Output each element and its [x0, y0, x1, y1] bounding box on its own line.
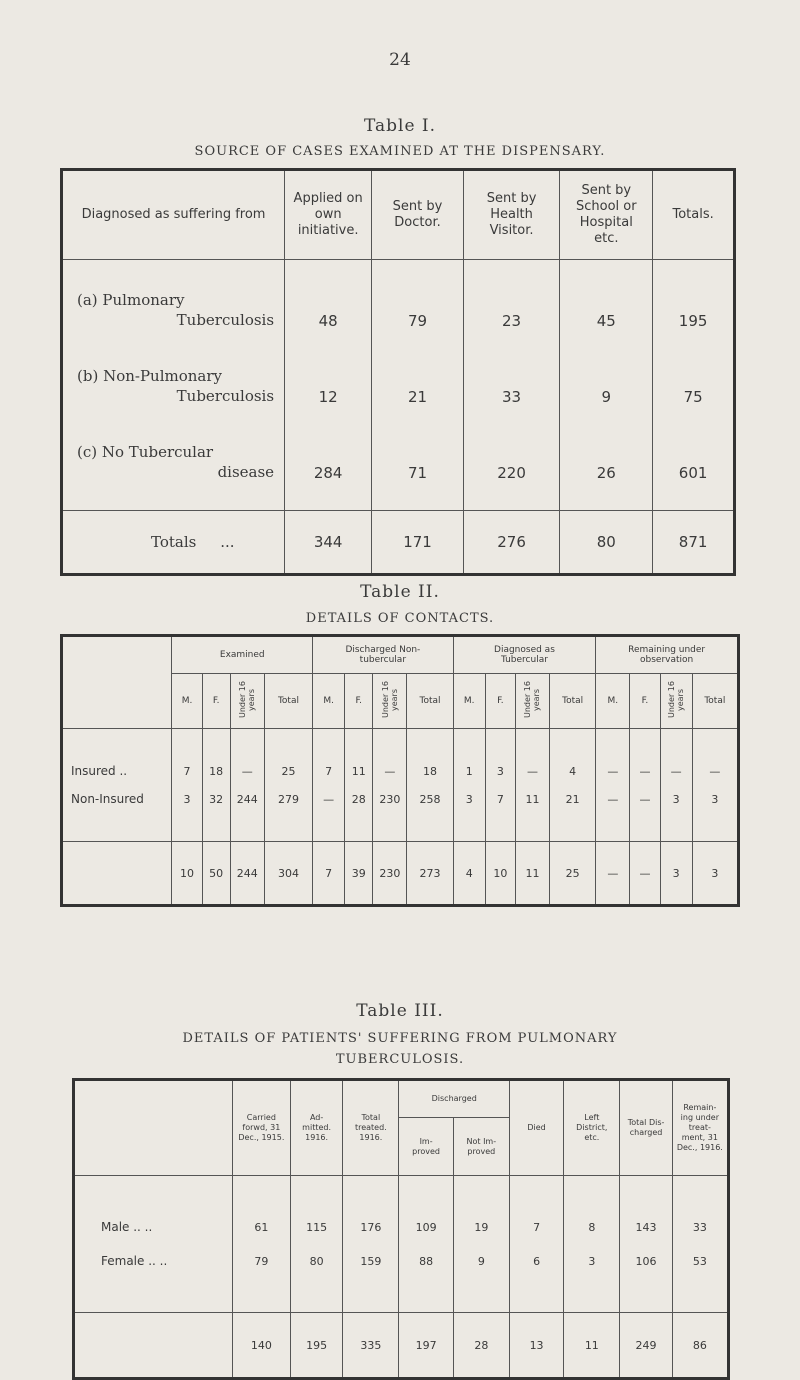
t2-sub-total: Total: [550, 674, 596, 729]
totals-label: Totals: [151, 533, 197, 551]
t2-sub-total: Total: [264, 674, 312, 729]
table-cell: 28: [453, 1313, 509, 1379]
table-row: [62, 406, 735, 482]
table-cell: 8: [564, 1210, 620, 1244]
table2-caption: Table II.: [360, 582, 440, 602]
table3: [72, 1078, 730, 1380]
row-label: (b) Non-Pulmonary: [77, 367, 223, 385]
table-cell: 143: [620, 1210, 672, 1244]
table-cell: 11: [564, 1313, 620, 1379]
t2-group-discharged: Discharged Non-tubercular: [313, 636, 454, 674]
table-cell: —: [596, 757, 630, 785]
table-cell: 7: [485, 785, 515, 813]
table-cell: 11: [515, 785, 549, 813]
table-cell: 4: [550, 757, 596, 785]
t2-sub-under16: Under 16 years: [515, 674, 549, 729]
table-cell: 3: [692, 785, 738, 813]
t1-header-health-visitor: Sent by Health Visitor.: [463, 170, 560, 260]
table1-title: SOURCE OF CASES EXAMINED AT THE DISPENSARY.: [194, 144, 606, 159]
t2-sub-m: M.: [172, 674, 202, 729]
table-cell: 80: [290, 1244, 342, 1278]
table-cell: —: [373, 757, 407, 785]
table-cell: 23: [463, 272, 560, 330]
row-label: (a) Pulmonary: [77, 291, 185, 309]
table-cell: 1: [453, 757, 485, 785]
t3-header-left-district: Left District, etc.: [564, 1080, 620, 1176]
t1-header-doctor: Sent by Doctor.: [372, 170, 464, 260]
table-cell: 106: [620, 1244, 672, 1278]
table-cell: 79: [232, 1244, 290, 1278]
totals-row: [74, 1313, 729, 1379]
table-cell: 19: [453, 1210, 509, 1244]
table-cell: 28: [345, 785, 373, 813]
table-cell: —: [630, 842, 660, 906]
table-cell: 79: [372, 272, 464, 330]
table-cell: —: [630, 785, 660, 813]
table-cell: —: [660, 757, 692, 785]
table-cell: 273: [407, 842, 453, 906]
table-cell: 61: [232, 1210, 290, 1244]
table-cell: 18: [202, 757, 230, 785]
table-cell: 10: [485, 842, 515, 906]
table-cell: 220: [463, 406, 560, 482]
table-cell: 230: [373, 785, 407, 813]
table-cell: 871: [653, 511, 735, 575]
t3-header-carried: Carried forwd, 31 Dec., 1915.: [232, 1080, 290, 1176]
row-label: Tuberculosis: [176, 311, 275, 329]
table-cell: 195: [653, 272, 735, 330]
table-cell: 3: [660, 785, 692, 813]
table-cell: 601: [653, 406, 735, 482]
table-cell: 11: [345, 757, 373, 785]
t2-sub-m: M.: [596, 674, 630, 729]
table-cell: 258: [407, 785, 453, 813]
t2-sub-f: F.: [345, 674, 373, 729]
table-cell: 276: [463, 511, 560, 575]
table-row: [74, 1210, 729, 1244]
table-row: [62, 785, 739, 813]
table-cell: 176: [343, 1210, 399, 1244]
table-cell: 171: [372, 511, 464, 575]
table-cell: 50: [202, 842, 230, 906]
table-row: [62, 330, 735, 406]
table-cell: 4: [453, 842, 485, 906]
table-cell: 86: [672, 1313, 728, 1379]
table-cell: 244: [230, 785, 264, 813]
t3-header-treated: Total treated. 1916.: [343, 1080, 399, 1176]
table-cell: 12: [285, 330, 372, 406]
table-row: [62, 757, 739, 785]
row-label: Non-Insured: [71, 792, 144, 806]
row-label: Male .. ..: [101, 1220, 153, 1234]
table-cell: 80: [560, 511, 653, 575]
totals-row: [62, 511, 735, 575]
table-cell: 11: [515, 842, 549, 906]
table2-title: DETAILS OF CONTACTS.: [305, 611, 495, 626]
table3-caption: Table III.: [356, 1001, 444, 1021]
t2-group-examined: Examined: [172, 636, 313, 674]
table-cell: 7: [509, 1210, 563, 1244]
table-cell: 115: [290, 1210, 342, 1244]
table-cell: 304: [264, 842, 312, 906]
t1-header-totals: Totals.: [653, 170, 735, 260]
table-cell: 88: [399, 1244, 453, 1278]
t3-header-total-discharged: Total Dis- charged: [620, 1080, 672, 1176]
table-cell: 18: [407, 757, 453, 785]
table-cell: 284: [285, 406, 372, 482]
table-cell: 3: [453, 785, 485, 813]
table-cell: 26: [560, 406, 653, 482]
table-cell: 7: [313, 757, 345, 785]
t2-group-diagnosed: Diagnosed as Tubercular: [453, 636, 596, 674]
row-label: Insured ..: [71, 764, 128, 778]
page-number: 24: [389, 50, 411, 70]
table-cell: 7: [313, 842, 345, 906]
table-cell: 10: [172, 842, 202, 906]
t3-header-not-improved: Not Im- proved: [453, 1118, 509, 1176]
table-cell: 3: [485, 757, 515, 785]
table-cell: 32: [202, 785, 230, 813]
table-cell: 33: [672, 1210, 728, 1244]
totals-row: [62, 842, 739, 906]
table-cell: 195: [290, 1313, 342, 1379]
table-cell: —: [596, 785, 630, 813]
t3-header-improved: Im- proved: [399, 1118, 453, 1176]
t2-sub-under16: Under 16 years: [660, 674, 692, 729]
table3-title-line2: TUBERCULOSIS.: [335, 1052, 465, 1067]
t2-sub-total: Total: [692, 674, 738, 729]
table-cell: 244: [230, 842, 264, 906]
table-cell: 344: [285, 511, 372, 575]
table3-title-line1: DETAILS OF PATIENTS' SUFFERING FROM PULMONARY: [182, 1031, 618, 1046]
t3-header-remaining: Remain- ing under treat- ment, 31 Dec., 1916.: [672, 1080, 728, 1176]
table-cell: 249: [620, 1313, 672, 1379]
table1: [60, 168, 736, 576]
row-label: Female .. ..: [101, 1254, 168, 1268]
t2-sub-f: F.: [630, 674, 660, 729]
row-label: disease: [217, 463, 275, 481]
t1-header-own-initiative: Applied on own initiative.: [285, 170, 372, 260]
table-cell: 3: [172, 785, 202, 813]
table-row: [74, 1244, 729, 1278]
table-cell: —: [230, 757, 264, 785]
t2-group-remaining: Remaining under observation: [596, 636, 739, 674]
t2-sub-under16: Under 16 years: [373, 674, 407, 729]
table-cell: 9: [453, 1244, 509, 1278]
table-cell: 6: [509, 1244, 563, 1278]
table-cell: 75: [653, 330, 735, 406]
table-cell: 9: [560, 330, 653, 406]
table-cell: 21: [550, 785, 596, 813]
table-cell: 13: [509, 1313, 563, 1379]
table-cell: 3: [564, 1244, 620, 1278]
t1-header-school-hospital: Sent by School or Hospital etc.: [560, 170, 653, 260]
table-cell: —: [596, 842, 630, 906]
table-cell: 140: [232, 1313, 290, 1379]
table-cell: 109: [399, 1210, 453, 1244]
t3-header-discharged: Discharged: [399, 1080, 509, 1118]
t2-sub-under16: Under 16 years: [230, 674, 264, 729]
table-cell: 25: [264, 757, 312, 785]
table-cell: 39: [345, 842, 373, 906]
table-cell: 21: [372, 330, 464, 406]
table-cell: 279: [264, 785, 312, 813]
t2-sub-m: M.: [313, 674, 345, 729]
table-cell: 3: [660, 842, 692, 906]
row-label: (c) No Tubercular: [77, 443, 214, 461]
t3-header-died: Died: [509, 1080, 563, 1176]
t2-sub-m: M.: [453, 674, 485, 729]
table-cell: 3: [692, 842, 738, 906]
t2-sub-f: F.: [485, 674, 515, 729]
t2-sub-f: F.: [202, 674, 230, 729]
table-cell: 53: [672, 1244, 728, 1278]
table1-caption: Table I.: [363, 116, 437, 136]
table-cell: 159: [343, 1244, 399, 1278]
t1-header-diagnosed: Diagnosed as suffering from: [62, 170, 285, 260]
t3-header-admitted: Ad- mitted. 1916.: [290, 1080, 342, 1176]
table-cell: 45: [560, 272, 653, 330]
table-cell: —: [630, 757, 660, 785]
table-cell: 33: [463, 330, 560, 406]
table-cell: 48: [285, 272, 372, 330]
table-cell: 197: [399, 1313, 453, 1379]
table-row: [62, 272, 735, 330]
table-cell: —: [515, 757, 549, 785]
t2-sub-total: Total: [407, 674, 453, 729]
table-cell: 25: [550, 842, 596, 906]
table-cell: 71: [372, 406, 464, 482]
table-cell: 7: [172, 757, 202, 785]
table-cell: 335: [343, 1313, 399, 1379]
table2: [60, 634, 740, 907]
table-cell: —: [313, 785, 345, 813]
table-cell: 230: [373, 842, 407, 906]
row-label: Tuberculosis: [176, 387, 275, 405]
table-cell: —: [692, 757, 738, 785]
totals-dots: ...: [220, 533, 235, 551]
